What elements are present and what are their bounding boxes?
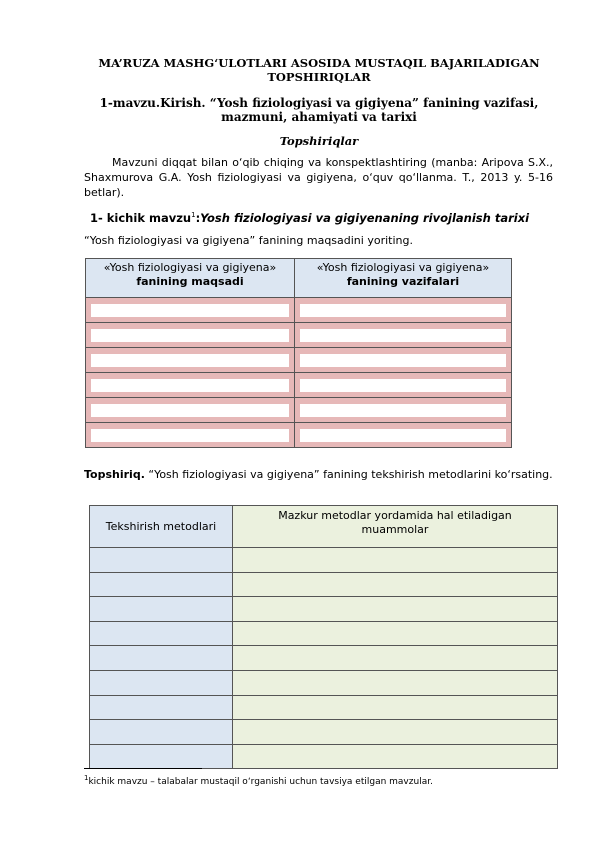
table-row [90,597,558,622]
problem-cell[interactable] [233,548,558,573]
method-cell[interactable] [90,646,233,671]
subtopic-heading [90,208,559,226]
goals-header-line1: «Yosh fiziologiyasi va gigiyena» [103,261,277,274]
footnote-number: 1 [84,774,89,782]
table-row [90,572,558,597]
table-row [90,744,558,769]
table-row [86,398,512,423]
task2-label: Topshiriq. [84,468,145,481]
table-row [86,323,512,348]
goal-cell[interactable] [86,323,295,348]
section-label: Topshiriqlar [279,134,359,148]
problem-cell[interactable] [233,597,558,622]
task-cell[interactable] [295,348,512,373]
tasks-header-line2: fanining vazifalari [346,275,460,288]
table-row [86,373,512,398]
subtopic-prefix: 1- kichik mavzu [90,210,192,225]
table-row [90,621,558,646]
goal-cell[interactable] [86,298,295,323]
table-row [90,646,558,671]
table-row [90,720,558,745]
subtopic-title: Yosh fiziologiyasi va gigiyenaning rivojlanish tarixi [200,210,530,225]
table-row [86,348,512,373]
goal-cell[interactable] [86,423,295,448]
method-cell[interactable] [90,572,233,597]
footnote-ref: 1 [191,211,196,219]
method-cell[interactable] [90,695,233,720]
problem-cell[interactable] [233,670,558,695]
task1-text: “Yosh fiziologiyasi va gigiyena” fanining maqsadini yoriting. [84,234,413,247]
table-row [90,670,558,695]
goal-cell[interactable] [86,348,295,373]
goal-cell[interactable] [86,373,295,398]
instruction-paragraph: Mavzuni diqqat bilan o‘qib chiqing va konspektlashtiring (manba: Aripova S.X., Shaxmurova G.A. Yosh fiziologiyasi va gigiyena, o‘quv qo‘llanma. T., 2013 y. 5-16 betlar). [84,156,553,199]
task-cell[interactable] [295,298,512,323]
footnote-separator [84,768,202,769]
document-title: MA’RUZA MASHG‘ULOTLARI ASOSIDA MUSTAQIL BAJARILADIGAN TOPSHIRIQLAR [98,56,540,84]
table-row [86,298,512,323]
problems-header-cell: Mazkur metodlar yordamida hal etiladigan muammolar [233,506,558,548]
tasks-header-line1: «Yosh fiziologiyasi va gigiyena» [316,261,490,274]
method-cell[interactable] [90,744,233,769]
method-cell[interactable] [90,670,233,695]
goals-header-line2: fanining maqsadi [136,275,244,288]
task-cell[interactable] [295,323,512,348]
task2-paragraph [84,467,553,482]
task-cell[interactable] [295,398,512,423]
goal-cell[interactable] [86,398,295,423]
method-cell[interactable] [90,597,233,622]
problem-cell[interactable] [233,646,558,671]
problem-cell[interactable] [233,744,558,769]
table-row [90,548,558,573]
tasks-header-cell [295,259,512,298]
method-cell[interactable] [90,548,233,573]
task-cell[interactable] [295,423,512,448]
methods-table [89,505,558,769]
task2-text: “Yosh fiziologiyasi va gigiyena” fanining tekshirish metodlarini ko‘rsating. [148,468,553,481]
table-row [90,695,558,720]
problem-cell[interactable] [233,720,558,745]
task-cell[interactable] [295,373,512,398]
goals-table [85,258,512,448]
problem-cell[interactable] [233,572,558,597]
goals-header-cell [86,259,295,298]
footnote [84,774,433,787]
subtopic-colon: : [195,210,201,225]
problem-cell[interactable] [233,695,558,720]
problem-cell[interactable] [233,621,558,646]
method-cell[interactable] [90,621,233,646]
lecture-subtitle: 1-mavzu.Kirish. “Yosh fiziologiyasi va gigiyena” fanining vazifasi, mazmuni, ahamiyati va tarixi [99,96,539,124]
table-row [86,423,512,448]
footnote-text: kichik mavzu – talabalar mustaqil o‘rganishi uchun tavsiya etilgan mavzular. [88,777,433,787]
method-cell[interactable] [90,720,233,745]
methods-header-cell: Tekshirish metodlari [90,506,233,548]
